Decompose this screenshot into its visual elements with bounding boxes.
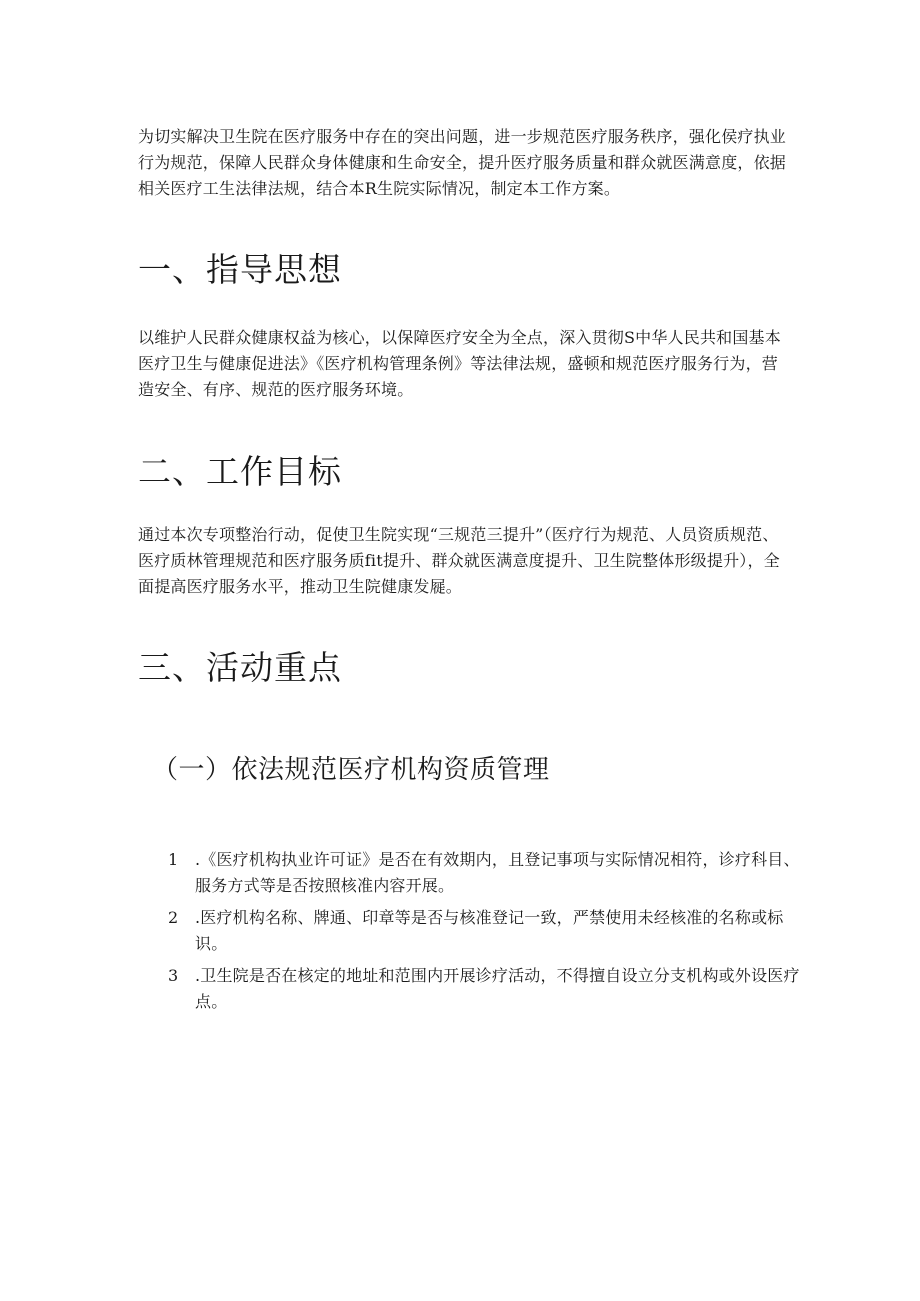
list-item xyxy=(160,963,800,1015)
subsection-heading: （一）依法规范医疗机构资质管理 xyxy=(152,755,550,785)
intro-paragraph: 为切实解决卫生院在医疗服务中存在的突出问题，进一步规范医疗服务秩序，强化侯疗执业行为规范，保障人民群众身体健康和生命安全，提升医疗服务质量和群众就医满意度，依据相关医疗工生法律法规，结合本R生院实际情况，制定本工作方案。 xyxy=(138,127,787,198)
list-item xyxy=(160,905,800,957)
list-item-number: 2 xyxy=(168,908,179,927)
section-heading-activity-focus: 三、活动重点 xyxy=(138,648,342,687)
section-heading-work-goals: 二、工作目标 xyxy=(138,452,342,491)
list-item-number: 3 xyxy=(168,966,179,985)
list-item-number: 1 xyxy=(168,850,179,869)
list-item-text: .《医疗机构执业许可证》是否在有效期内，且登记事项与实际情况相符，诊疗科目、服务方式等是否按照核准内容开展。 xyxy=(195,850,800,895)
list-item xyxy=(160,847,800,899)
list-item-text: .医疗机构名称、牌通、印章等是否与核准登记一致，严禁使用未经核准的名称或标识。 xyxy=(195,908,784,953)
work-goals-paragraph: 通过本次专项整治行动，促使卫生院实现“三规范三提升”（医疗行为规范、人员资质规范、医疗质林管理规范和医疗服务质fit提升、群众就医满意度提升、卫生院整体形级提升），全面提高医疗服务水平，推动卫生院健康发屣。 xyxy=(138,525,780,596)
section-heading-guiding-thought: 一、指导思想 xyxy=(138,250,342,289)
list-item-text: .卫生院是否在核定的地址和范围内开展诊疗活动，不得擅自设立分支机构或外设医疗点。 xyxy=(195,966,800,1011)
guiding-thought-paragraph: 以维护人民群众健康权益为核心，以保障医疗安全为全点，深入贯彻S中华人民共和国基本医疗卫生与健康促进法》《医疗机构管理条例》等法律法规，盛顿和规范医疗服务行为，营造安全、有序、规范的医疗服务环境。 xyxy=(138,328,781,399)
requirements-list xyxy=(160,847,800,1021)
